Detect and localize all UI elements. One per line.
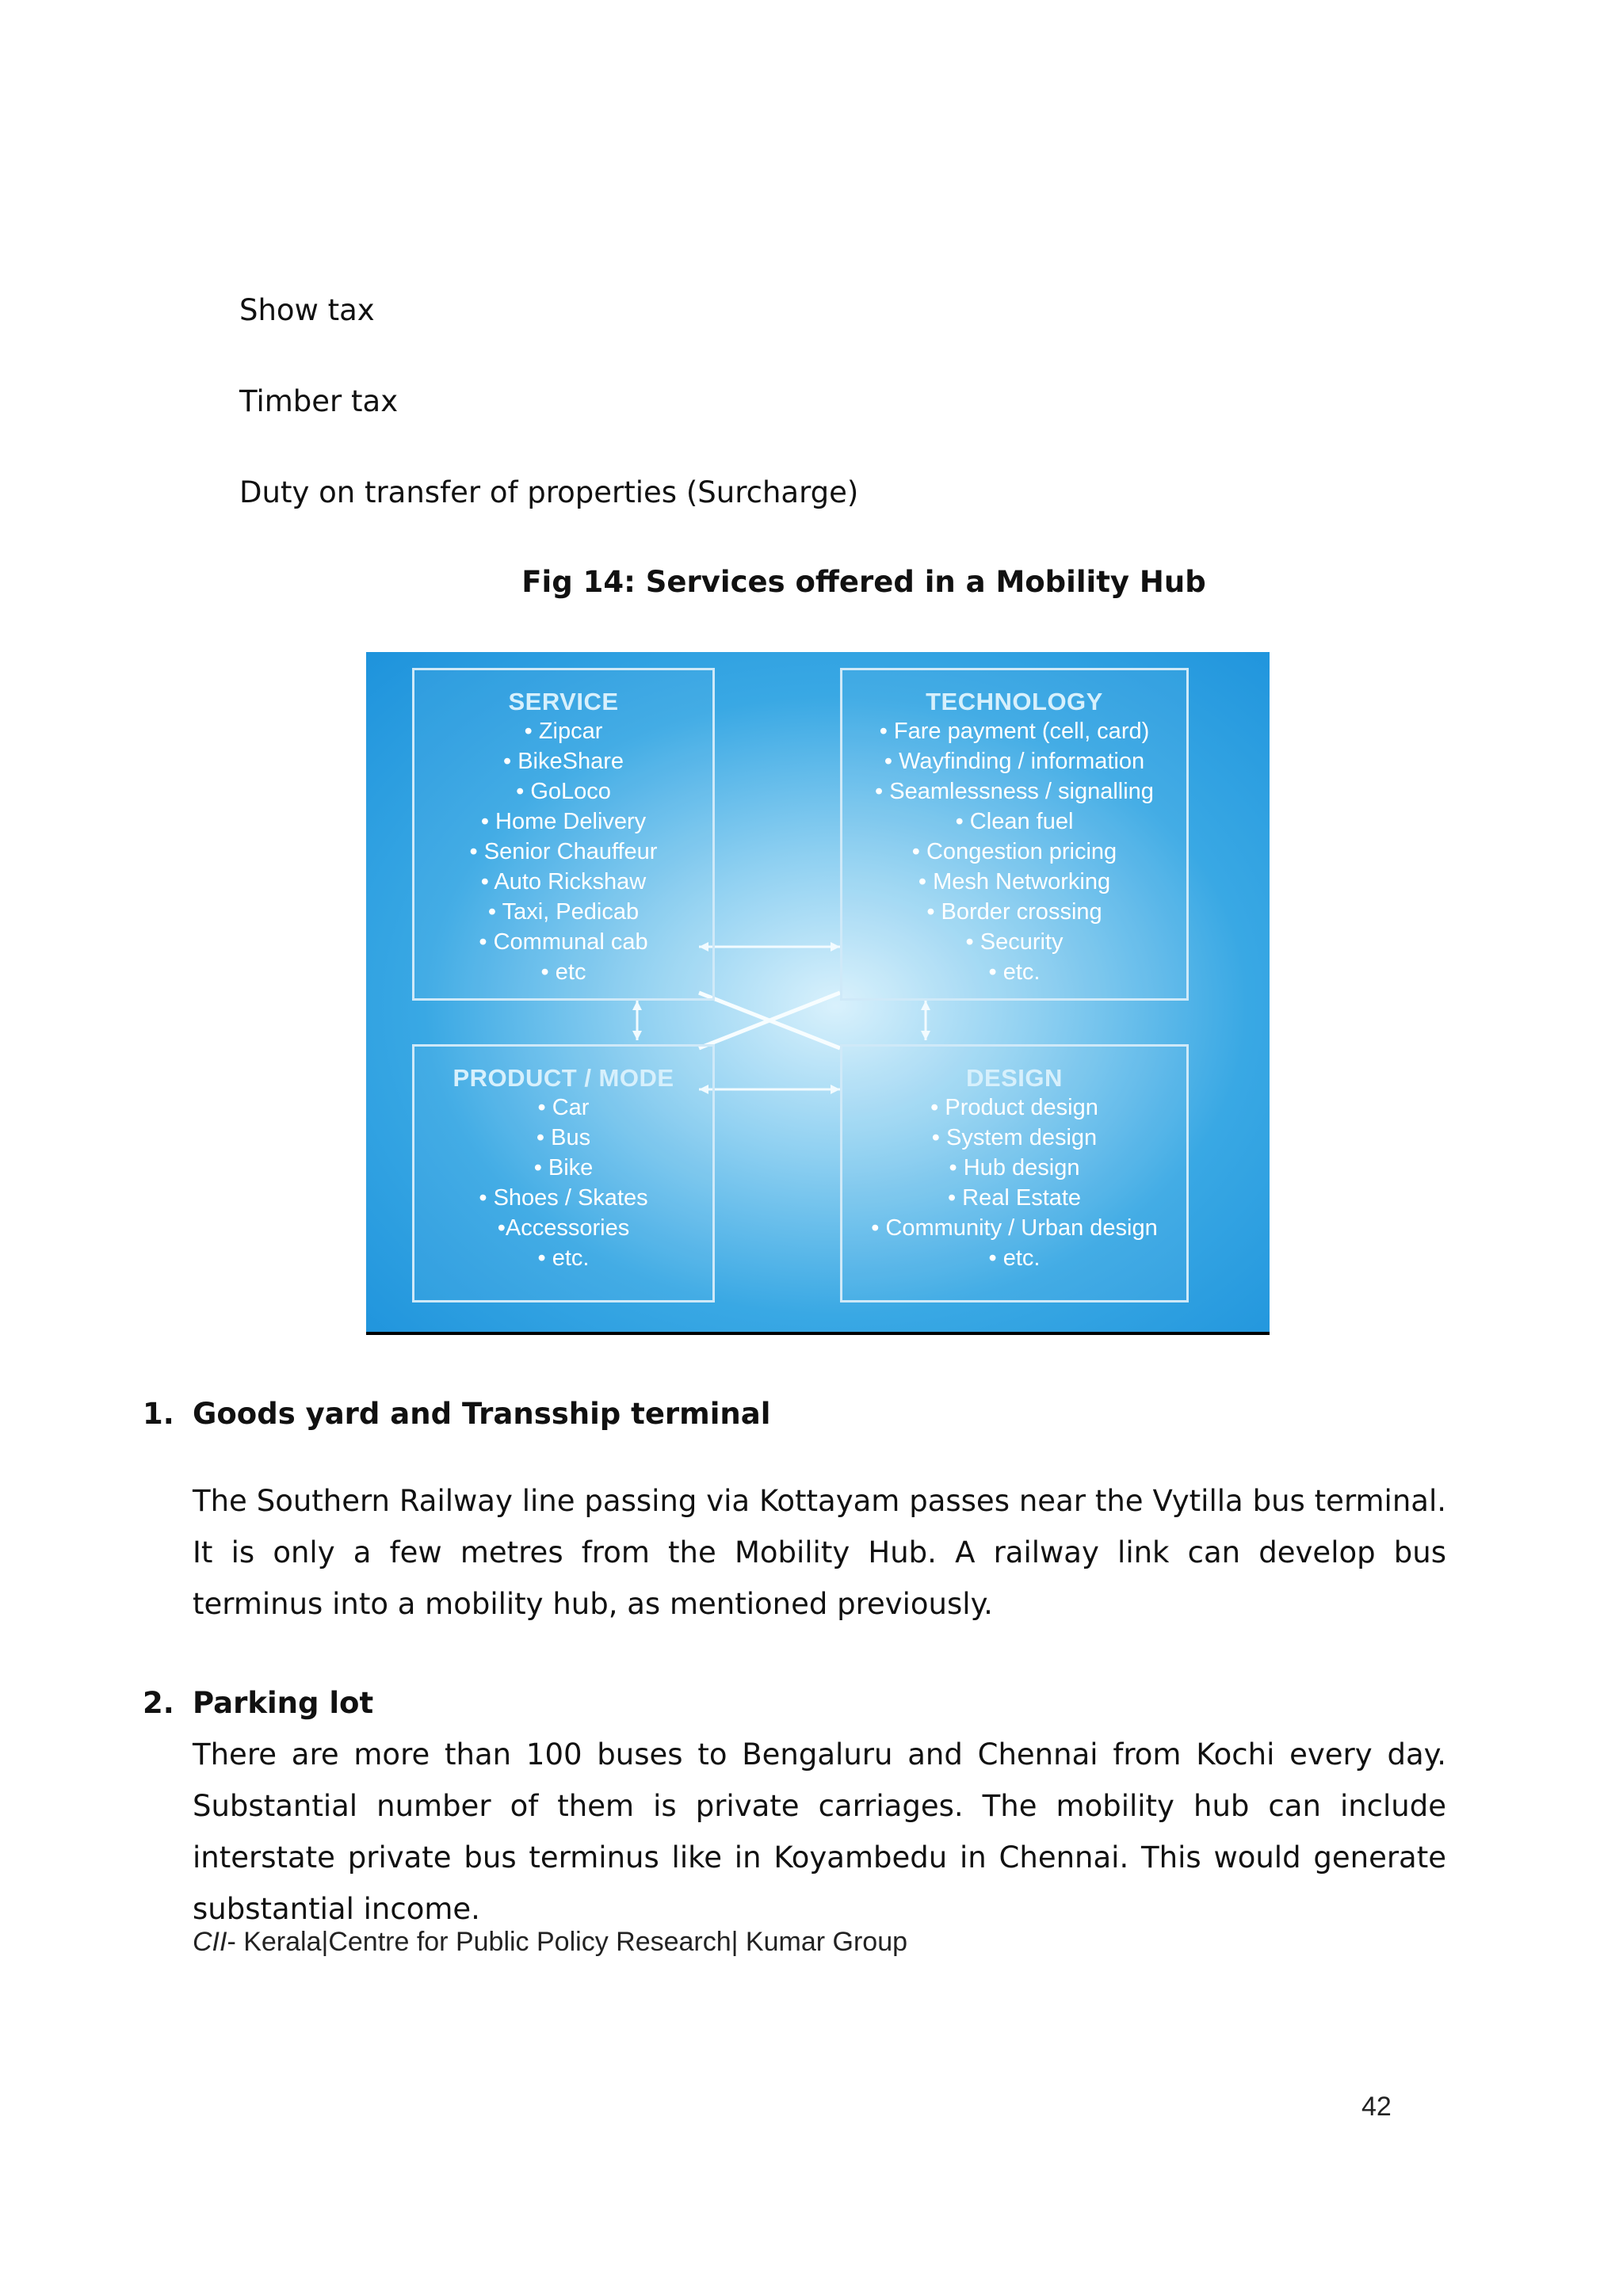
list-item: • Taxi, Pedicab	[487, 899, 640, 925]
arrowhead-right	[831, 942, 840, 952]
list-item: • Security	[965, 929, 1064, 955]
section-2-heading: Parking lot	[193, 1686, 374, 1720]
list-item: • etc	[540, 959, 586, 985]
section-1-paragraph: The Southern Railway line passing via Kottayam passes near the Vytilla bus terminal. It is only a few metres from the Mobility Hub. A railway link can develop bus terminus into a mobility hub, as mentioned previously.	[193, 1484, 1446, 1621]
figure-bottom-rule	[366, 1332, 1270, 1335]
list-item: • System design	[931, 1125, 1098, 1150]
list-item: • Product design	[930, 1095, 1098, 1120]
page-footer	[193, 1927, 907, 1958]
list-item: • Communal cab	[479, 929, 648, 955]
list-item: • Clean fuel	[955, 809, 1074, 834]
text-line-show-tax: Show tax	[239, 293, 375, 327]
design-box	[840, 1044, 1189, 1302]
arrowhead-right	[831, 1085, 840, 1094]
footer-org: CII	[193, 1927, 227, 1957]
design-title: DESIGN	[966, 1064, 1063, 1092]
service-list	[414, 716, 712, 987]
product-mode-list	[414, 1093, 712, 1273]
list-item: • etc.	[988, 1245, 1041, 1271]
list-item: • Home Delivery	[480, 809, 647, 834]
list-item: • Real Estate	[947, 1185, 1082, 1211]
section-1-heading: Goods yard and Transship terminal	[193, 1397, 771, 1431]
list-item: • Bike	[533, 1155, 594, 1180]
list-item: • Border crossing	[926, 899, 1102, 925]
list-item: • Fare payment (cell, card)	[879, 719, 1150, 744]
text-line-duty-transfer: Duty on transfer of properties (Surcharge)	[239, 475, 859, 509]
product-mode-box	[412, 1044, 715, 1302]
list-item: • Hub design	[949, 1155, 1080, 1180]
arrowhead-up	[921, 1001, 930, 1010]
list-item: • Bus	[536, 1125, 591, 1150]
section-1-number: 1.	[143, 1397, 174, 1431]
list-item: • Wayfinding / information	[884, 749, 1145, 774]
technology-title: TECHNOLOGY	[926, 688, 1103, 715]
list-item: • Congestion pricing	[911, 839, 1117, 864]
arrowhead-up	[632, 1001, 642, 1010]
service-title: SERVICE	[508, 688, 619, 715]
technology-box	[840, 668, 1189, 1001]
list-item: • Shoes / Skates	[479, 1185, 648, 1211]
design-list	[842, 1093, 1186, 1273]
list-item: • GoLoco	[516, 779, 611, 804]
list-item: • etc.	[537, 1245, 590, 1271]
list-item: • etc.	[988, 959, 1041, 985]
list-item: • Car	[537, 1095, 590, 1120]
list-item: • Auto Rickshaw	[480, 869, 647, 894]
list-item: • BikeShare	[502, 749, 624, 774]
list-item: • Zipcar	[524, 719, 603, 744]
product-mode-title: PRODUCT / MODE	[453, 1064, 674, 1092]
list-item: • Community / Urban design	[871, 1215, 1158, 1241]
list-item: • Mesh Networking	[918, 869, 1111, 894]
mobility-hub-diagram	[366, 652, 1270, 1332]
section-2-number: 2.	[143, 1686, 174, 1720]
text-line-timber-tax: Timber tax	[239, 384, 399, 418]
section-2-paragraph: There are more than 100 buses to Bengaluru and Chennai from Kochi every day. Substantial number of them is private carriages. The mobility hub can include interstate private bus terminus like in Koyambedu in Chennai. This would generate substantial income.	[193, 1737, 1446, 1926]
arrowhead-down	[921, 1031, 930, 1040]
list-item: • Senior Chauffeur	[469, 839, 658, 864]
footer-text: - Kerala|Centre for Public Policy Research| Kumar Group	[227, 1927, 908, 1957]
list-item: •Accessories	[497, 1215, 630, 1241]
figure-caption: Fig 14: Services offered in a Mobility Hub	[521, 565, 1206, 599]
page-number: 42	[1361, 2092, 1392, 2122]
list-item: • Seamlessness / signalling	[875, 779, 1154, 804]
arrowhead-down	[632, 1031, 642, 1040]
technology-list	[842, 716, 1186, 987]
service-box	[412, 668, 715, 1001]
